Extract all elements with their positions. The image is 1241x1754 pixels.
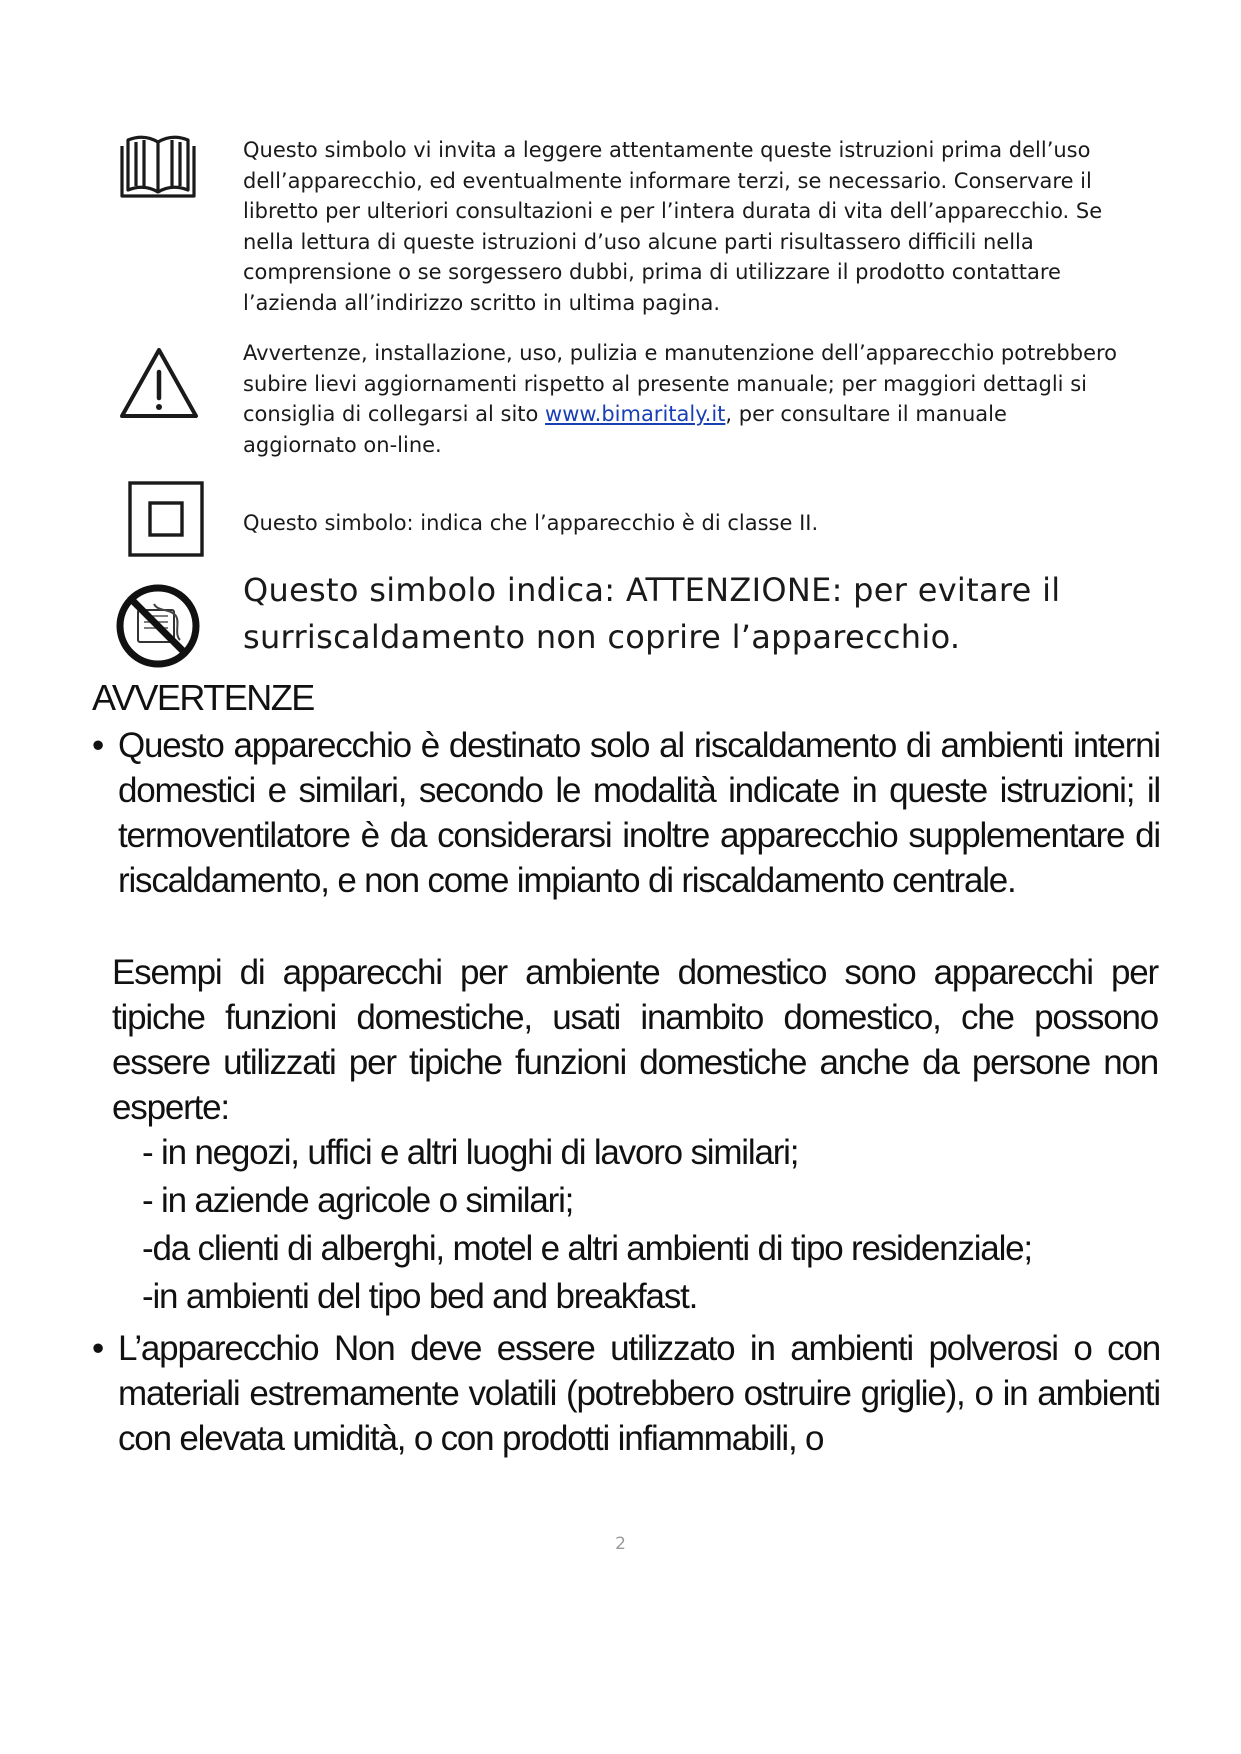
warning-triangle-icon [118, 346, 200, 420]
attenzione-keyword: ATTENZIONE [625, 571, 832, 609]
bimar-website-link[interactable]: www.bimaritaly.it [545, 402, 726, 427]
list-item [142, 1274, 1142, 1322]
warning-bullet-1 [92, 723, 1160, 903]
list-item-text: in negozi, uffici e altri luoghi di lavoro similari; [152, 1133, 799, 1172]
dash-marker: - [142, 1229, 153, 1268]
warning-symbol-description [243, 338, 1123, 460]
page-number: 2 [615, 1534, 626, 1554]
do-not-cover-text-after: : per evitare il surriscaldamento non coprire l’apparecchio. [243, 571, 1061, 656]
list-item [142, 1130, 1142, 1178]
bullet-marker: • [92, 726, 104, 765]
bullet-1-text: Questo apparecchio è destinato solo al riscaldamento di ambienti interni domestici e similari, secondo le modalità indicate in queste istruzioni; il termoventilatore è da considerarsi inoltre apparecchio supplementare di riscaldamento, e non come impianto di riscaldamento centrale. [118, 726, 1160, 900]
warning-text-before: Avvertenze, installazione, uso, pulizia e manutenzione dell’apparecchio potrebbero subire lievi aggiornamenti rispetto al presente manuale; per maggiori dettagli si consiglia di collegarsi al sito [243, 341, 1118, 427]
book-symbol-description: Questo simbolo vi invita a leggere attentamente queste istruzioni prima dell’uso dell’apparecchio, ed eventualmente informare terzi, se necessario. Conservare il libretto per ulteriori consultazioni e per l’intera durata di vita dell’apparecchio. Se nella lettura di queste istruzioni d’uso alcune parti risultassero difficili nella comprensione o se sorgessero dubbi, prima di utilizzare il prodotto contattare l’azienda all’indirizzo scritto in ultima pagina. [243, 138, 1103, 315]
list-item-text: da clienti di alberghi, motel e altri ambienti di tipo residenziale; [152, 1229, 1032, 1268]
list-item-text: in aziende agricole o similari; [152, 1181, 574, 1220]
bullet-2-text: L’apparecchio Non deve essere utilizzato in ambienti polverosi o con materiali estremamente volatili (potrebbero ostruire griglie), o in ambienti con elevata umidità, o con prodotti infiammabili, o [118, 1329, 1160, 1458]
class-ii-double-square-icon [128, 481, 204, 557]
list-item [142, 1226, 1142, 1274]
warning-text-after: , per consultare il manuale aggiornato on-line. [243, 402, 1007, 457]
dash-marker: - [142, 1277, 153, 1316]
list-item-text: in ambienti del tipo bed and breakfast. [152, 1277, 698, 1316]
section-title-avvertenze: AVVERTENZE [92, 677, 314, 718]
dash-marker: - [142, 1133, 153, 1172]
class-ii-symbol-description: Questo simbolo: indica che l’apparecchio è di classe II. [243, 511, 819, 535]
do-not-cover-text-before: Questo simbolo indica: [243, 571, 626, 609]
dash-marker: - [142, 1181, 153, 1220]
warning-bullet-2 [92, 1326, 1160, 1461]
domestic-examples-list [142, 1130, 1142, 1322]
do-not-cover-description [243, 567, 1143, 661]
do-not-cover-icon [114, 582, 202, 670]
domestic-examples-paragraph: Esempi di apparecchi per ambiente domestico sono apparecchi per tipiche funzioni domestiche, usati inambito domestico, che possono essere utilizzati per tipiche funzioni domestiche anche da persone non esperte: [112, 953, 1158, 1127]
list-item [142, 1178, 1142, 1226]
book-icon [118, 134, 198, 200]
bullet-marker: • [92, 1329, 104, 1368]
